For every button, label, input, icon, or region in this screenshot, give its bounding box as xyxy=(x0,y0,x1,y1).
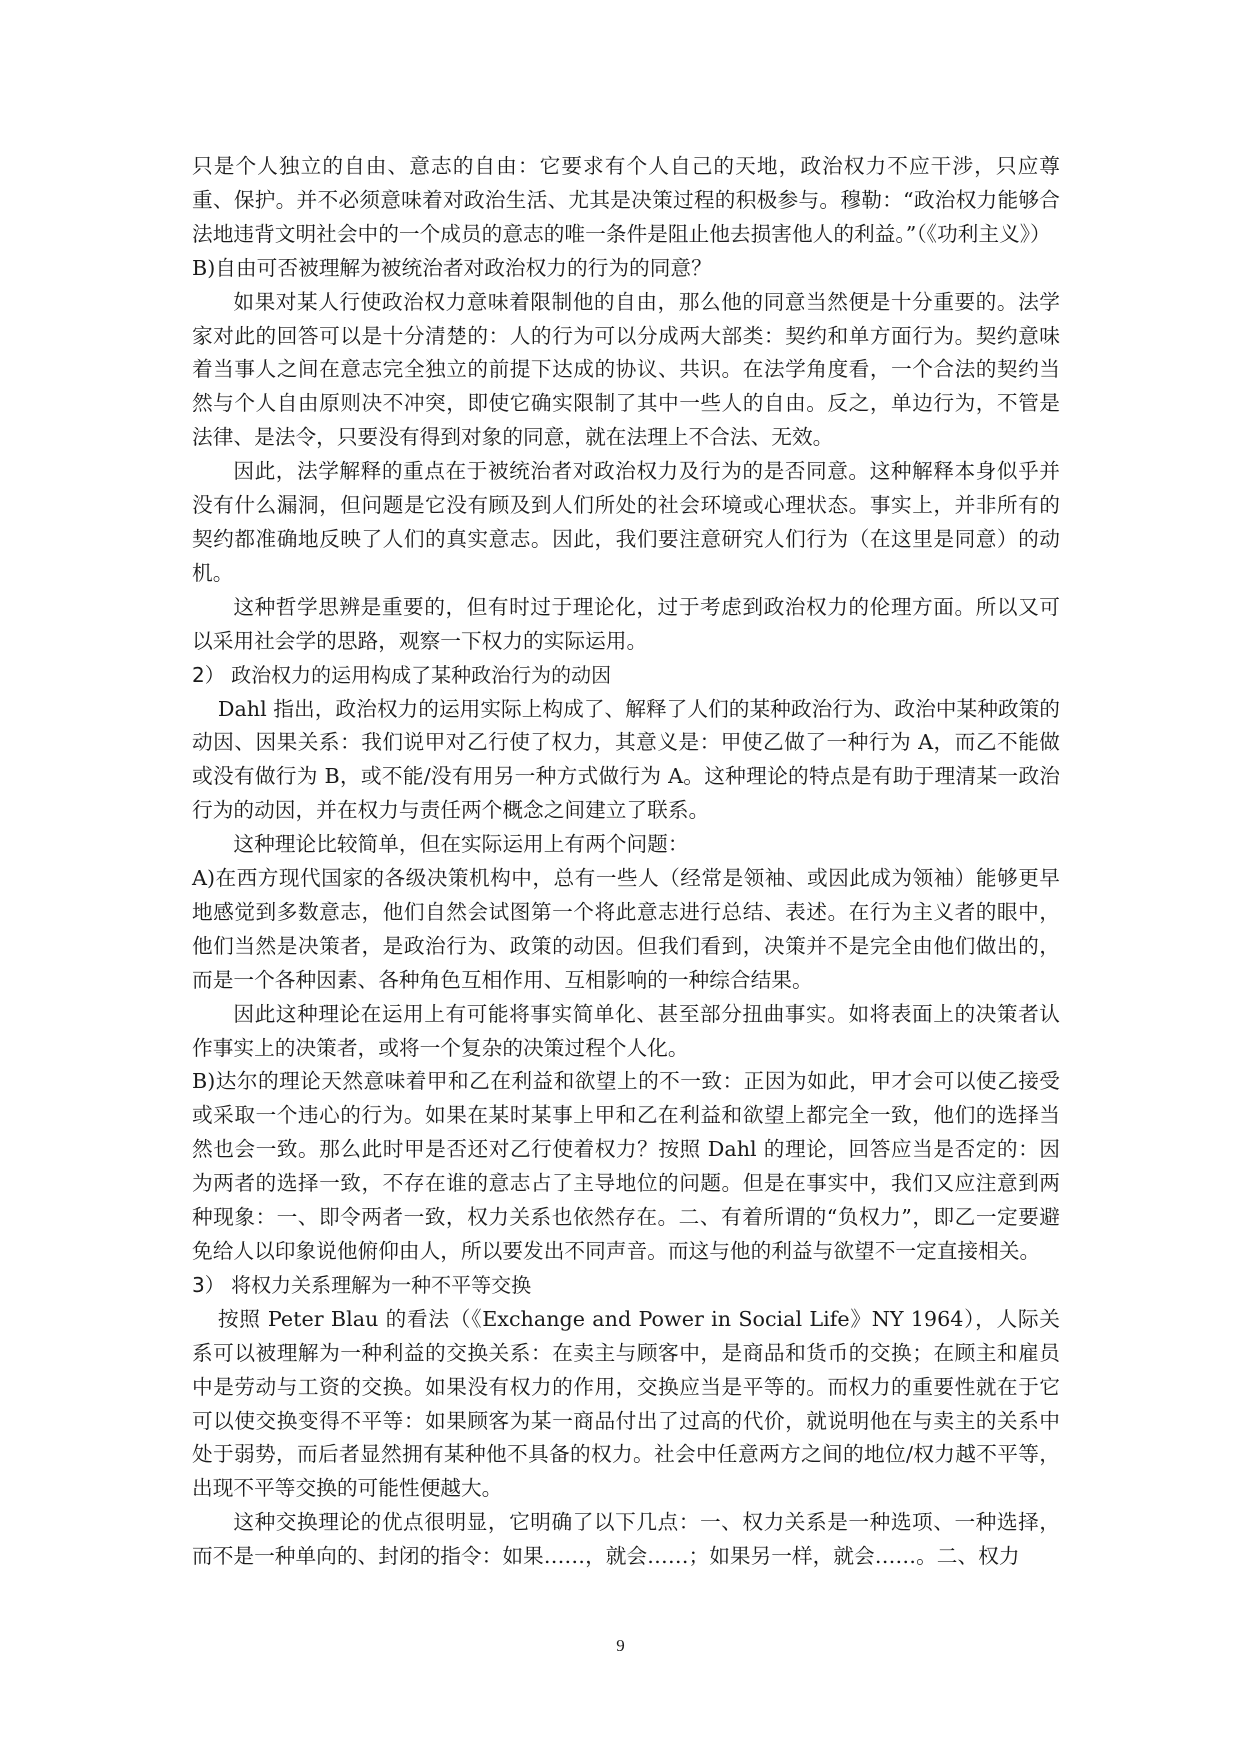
paragraph-blau-exchange: 按照 Peter Blau 的看法（《Exchange and Power in Social Life》NY 1964），人际关系可以被理解为一种利益的交换关系：在卖主与顾客中，是商品和货币的交换；在顾主和雇员中是劳动与工资的交换。如果没有权力的作用，交换应当是平等的。而权力的重要性就在于它可以使交换变得不平等：如果顾客为某一商品付出了过高的代价，就说明他在与卖主的关系中处于弱势，而后者显然拥有某种他不具备的权力。社会中任意两方之间的地位/权力越不平等，出现不平等交换的可能性便越大。 xyxy=(192,1306,1060,1501)
paragraph-legal-answer: 如果对某人行使政治权力意味着限制他的自由，那么他的同意当然便是十分重要的。法学家对此的回答可以是十分清楚的：人的行为可以分成两大部类：契约和单方面行为。契约意味着当事人之间在意志完全独立的前提下达成的协议、共识。在法学角度看，一个合法的契约当然与个人自由原则决不冲突，即使它确实限制了其中一些人的自由。反之，单边行为，不管是法律、是法令，只要没有得到对象的同意，就在法理上不合法、无效。 xyxy=(192,289,1060,450)
page-body xyxy=(192,150,1060,1574)
page-number: 9 xyxy=(616,1636,625,1655)
paragraph-simplification: 因此这种理论在运用上有可能将事实简单化、甚至部分扭曲事实。如将表面上的决策者认作事实上的决策者，或将一个复杂的决策过程个人化。 xyxy=(192,1001,1060,1060)
paragraph-exchange-advantages: 这种交换理论的优点很明显，它明确了以下几点：一、权力关系是一种选项、一种选择，而不是一种单向的、封闭的指令：如果……，就会……；如果另一样，就会……。二、权力 xyxy=(192,1510,1060,1569)
paragraph-dahl-theory: Dahl 指出，政治权力的运用实际上构成了、解释了人们的某种政治行为、政治中某种政策的动因、因果关系：我们说甲对乙行使了权力，其意义是：甲使乙做了一种行为 A，而乙不能做或没有做行为 B，或不能/没有用另一种方式做行为 A。这种理论的特点是有助于理清某一政治行为的动因，并在权力与责任两个概念之间建立了联系。 xyxy=(192,696,1060,823)
paragraph-two-problems: 这种理论比较简单，但在实际运用上有两个问题： xyxy=(233,832,689,857)
section-heading-2: 2） 政治权力的运用构成了某种政治行为的动因 xyxy=(192,662,612,687)
section-heading-3: 3） 将权力关系理解为一种不平等交换 xyxy=(192,1272,532,1297)
problem-a-decision-makers: A)在西方现代国家的各级决策机构中，总有一些人（经常是领袖、或因此成为领袖）能够更早地感觉到多数意志，他们自然会试图第一个将此意志进行总结、表述。在行为主义者的眼中，他们当然是决策者，是政治行为、政策的动因。但我们看到，决策并不是完全由他们做出的，而是一个各种因素、各种角色互相作用、互相影响的一种综合结果。 xyxy=(192,866,1060,992)
paragraph-continuation: 只是个人独立的自由、意志的自由：它要求有个人自己的天地，政治权力不应干涉，只应尊重、保护。并不必须意味着对政治生活、尤其是决策过程的积极参与。穆勒：“政治权力能够合法地违背文明社会中的一个成员的意志的唯一条件是阻止他去损害他人的利益。”（《功利主义》） xyxy=(192,154,1060,246)
paragraph-philosophical-speculation: 这种哲学思辨是重要的，但有时过于理论化，过于考虑到政治权力的伦理方面。所以又可以采用社会学的思路，观察一下权力的实际运用。 xyxy=(192,594,1060,653)
question-b-freedom-consent: B)自由可否被理解为被统治者对政治权力的行为的同意？ xyxy=(192,255,712,280)
paragraph-legal-interpretation: 因此，法学解释的重点在于被统治者对政治权力及行为的是否同意。这种解释本身似乎并没有什么漏洞，但问题是它没有顾及到人们所处的社会环境或心理状态。事实上，并非所有的契约都准确地反映了人们的真实意志。因此，我们要注意研究人们行为（在这里是同意）的动机。 xyxy=(192,459,1060,585)
problem-b-interest-conflict: B)达尔的理论天然意味着甲和乙在利益和欲望上的不一致：正因为如此，甲才会可以使乙接受或采取一个违心的行为。如果在某时某事上甲和乙在利益和欲望上都完全一致，他们的选择当然也会一致。那么此时甲是否还对乙行使着权力？按照 Dahl 的理论，回答应当是否定的：因为两者的选择一致，不存在谁的意志占了主导地位的问题。但是在事实中，我们又应注意到两种现象：一、即令两者一致，权力关系也依然存在。二、有着所谓的“负权力”，即乙一定要避免给人以印象说他俯仰由人，所以要发出不同声音。而这与他的利益与欲望不一定直接相关。 xyxy=(192,1069,1060,1263)
